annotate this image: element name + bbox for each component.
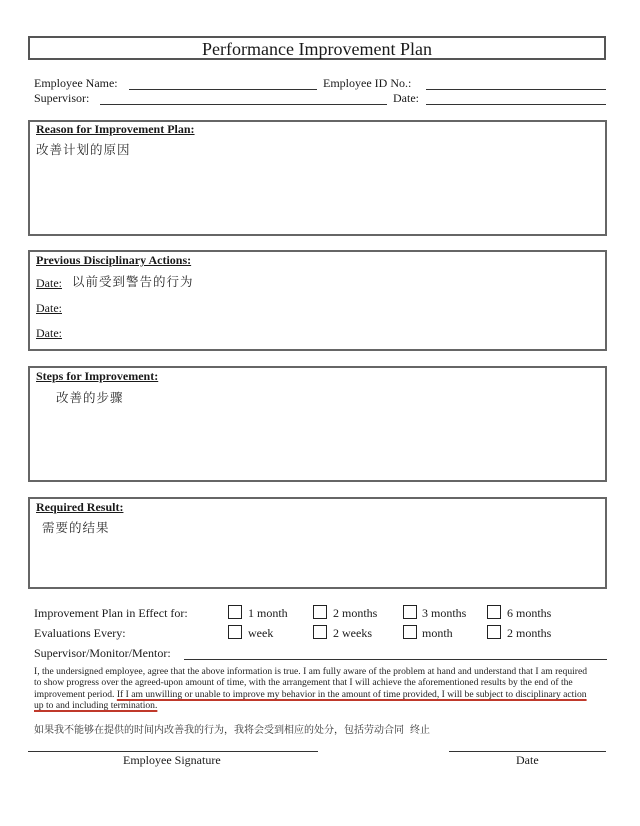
- previous-actions-box[interactable]: [28, 250, 607, 351]
- previous-date-label-1: Date:: [36, 276, 62, 290]
- effect-option-3: 3 months: [422, 606, 467, 620]
- steps-box[interactable]: [28, 366, 607, 482]
- employee-signature-line[interactable]: [28, 751, 318, 752]
- effect-option-1: 1 month: [248, 606, 288, 620]
- signature-date-line[interactable]: [449, 751, 606, 752]
- evaluation-option-3: month: [422, 626, 453, 640]
- signature-date-label: Date: [516, 753, 539, 767]
- date-label: Date:: [393, 91, 419, 105]
- previous-actions-heading: Previous Disciplinary Actions:: [36, 253, 192, 267]
- supervisor-label: Supervisor:: [34, 91, 90, 105]
- evaluation-option-2: 2 weeks: [333, 626, 372, 640]
- previous-date-label-3: Date:: [36, 326, 62, 340]
- effect-checkbox-3[interactable]: [403, 605, 417, 619]
- reason-note: 改善计划的原因: [36, 142, 131, 157]
- evaluation-checkbox-4[interactable]: [487, 625, 501, 639]
- evaluation-option-1: week: [248, 626, 274, 640]
- effect-label: Improvement Plan in Effect for:: [34, 606, 188, 620]
- supervisor-field[interactable]: [100, 104, 387, 105]
- effect-checkbox-2[interactable]: [313, 605, 327, 619]
- mentor-label: Supervisor/Monitor/Mentor:: [34, 646, 171, 660]
- employee-id-label: Employee ID No.:: [323, 76, 412, 90]
- employee-id-field[interactable]: [426, 89, 606, 90]
- employee-signature-label: Employee Signature: [123, 753, 221, 767]
- date-field[interactable]: [426, 104, 606, 105]
- agreement-text-main: I, the undersigned employee, agree that the above information is true. I am fully aware of the problem at hand and understand that I am required to show progress over the agreed-upon amount of time, with the arrangement that I will achieve the aforementioned results by the end of the improvement period.: [34, 666, 588, 700]
- employee-name-label: Employee Name:: [34, 76, 118, 90]
- effect-checkbox-4[interactable]: [487, 605, 501, 619]
- previous-actions-note: 以前受到警告的行为: [72, 274, 194, 289]
- mentor-field[interactable]: [184, 659, 607, 660]
- agreement-note: 如果我不能够在提供的时间内改善我的行为，我将会受到相应的处分，包括劳动合同 终止: [34, 725, 431, 736]
- steps-note: 改善的步骤: [56, 390, 124, 405]
- previous-date-label-2: Date:: [36, 301, 62, 315]
- agreement-paragraph: [34, 666, 590, 712]
- employee-name-field[interactable]: [129, 89, 317, 90]
- effect-checkbox-1[interactable]: [228, 605, 242, 619]
- evaluation-checkbox-2[interactable]: [313, 625, 327, 639]
- evaluations-label: Evaluations Every:: [34, 626, 126, 640]
- effect-option-4: 6 months: [507, 606, 552, 620]
- reason-heading: Reason for Improvement Plan:: [36, 122, 195, 136]
- required-result-note: 需要的结果: [42, 520, 110, 535]
- evaluation-checkbox-3[interactable]: [403, 625, 417, 639]
- reason-box[interactable]: [28, 120, 607, 236]
- form-title: Performance Improvement Plan: [28, 36, 606, 60]
- required-result-heading: Required Result:: [36, 500, 124, 514]
- steps-heading: Steps for Improvement:: [36, 369, 159, 383]
- evaluation-checkbox-1[interactable]: [228, 625, 242, 639]
- agreement-text-highlighted: If I am unwilling or unable to improve my behavior in the amount of time provided, I will be subject to disciplinary action up to and including termination.: [34, 688, 587, 712]
- effect-option-2: 2 months: [333, 606, 378, 620]
- evaluation-option-4: 2 months: [507, 626, 552, 640]
- required-result-box[interactable]: [28, 497, 607, 589]
